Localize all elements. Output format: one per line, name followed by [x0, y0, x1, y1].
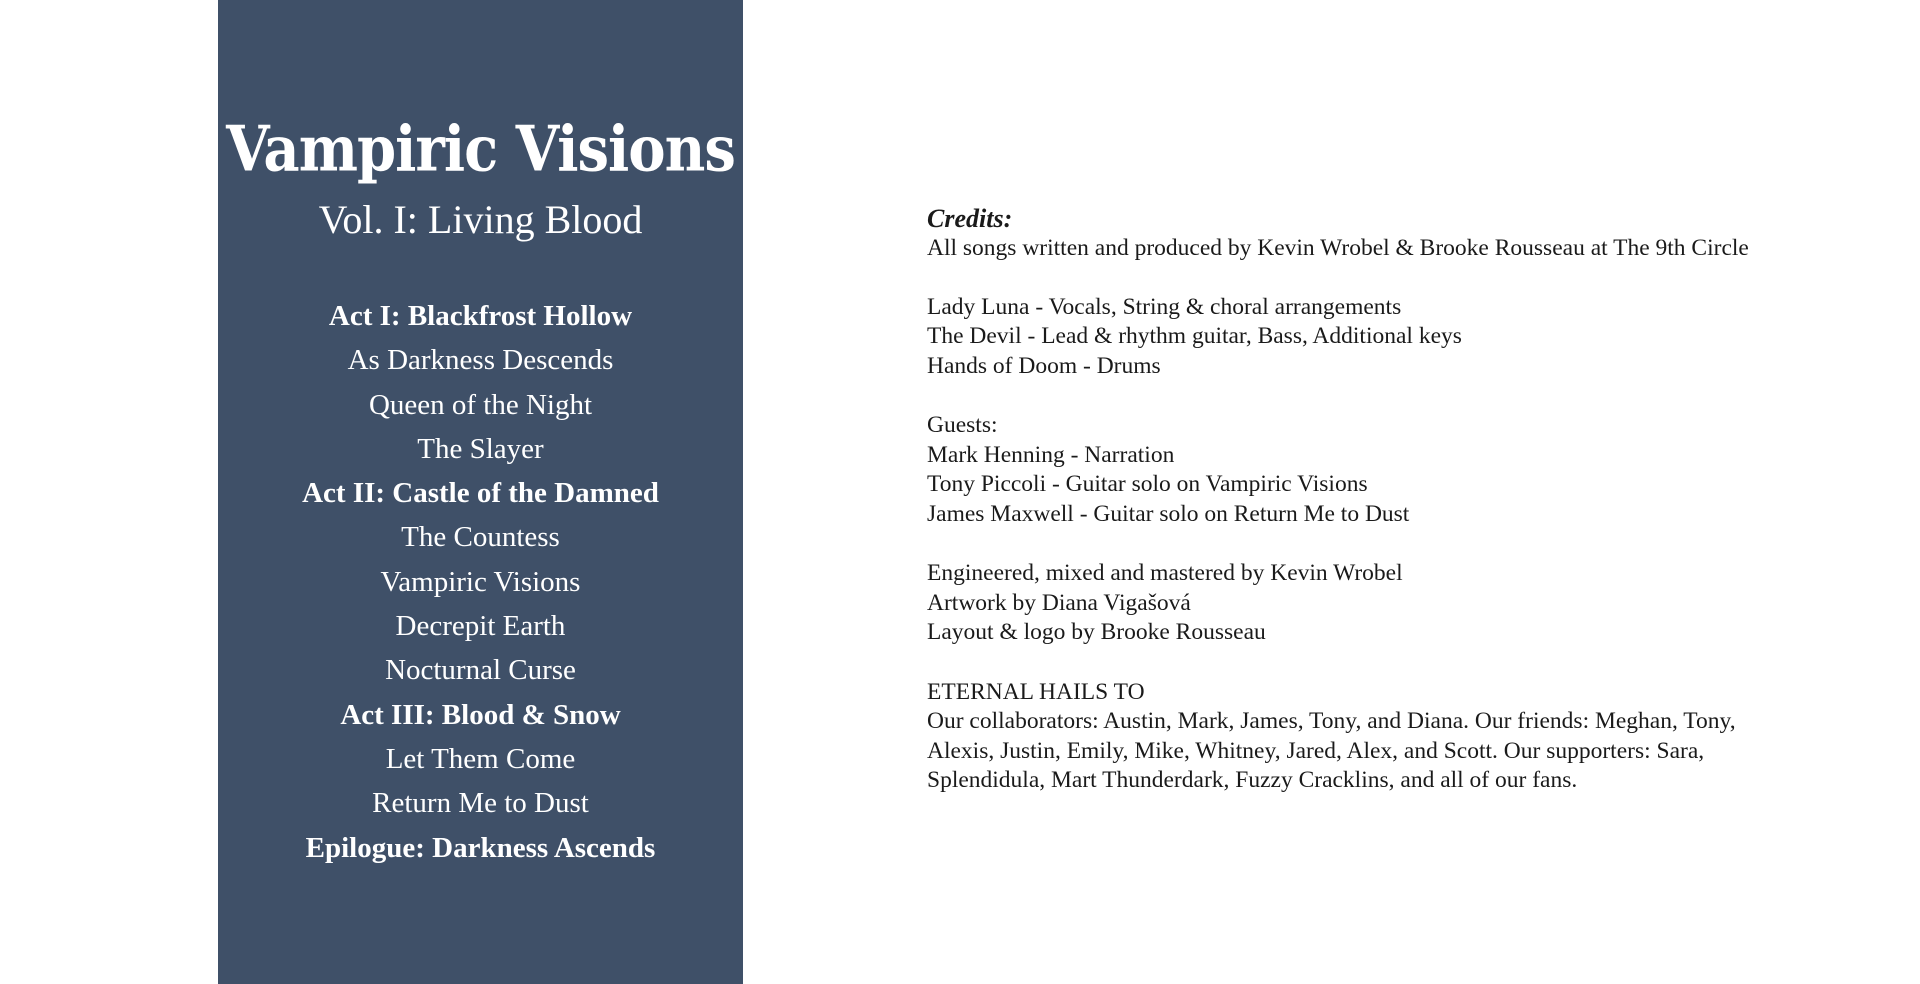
members-list [927, 293, 1827, 382]
tracklist [218, 294, 743, 870]
track-item: The Countess [401, 521, 560, 554]
production-line: Layout & logo by Brooke Rousseau [927, 619, 1266, 646]
production-list [927, 559, 1827, 648]
track-item: The Slayer [417, 432, 544, 465]
track-item: Decrepit Earth [395, 610, 566, 643]
credits-heading: Credits: [927, 204, 1013, 233]
member-line: Hands of Doom - Drums [927, 352, 1161, 379]
epilogue-heading: Epilogue: Darkness Ascends [305, 831, 656, 864]
album-title: Vampiric Visions [226, 112, 735, 187]
album-subtitle: Vol. I: Living Blood [318, 197, 643, 242]
credits-intro [927, 204, 1827, 263]
hails-heading: ETERNAL HAILS TO [927, 678, 1145, 705]
credits-written-line: All songs written and produced by Kevin Wrobel & Brooke Rousseau at The 9th Circle [927, 234, 1749, 261]
production-line: Engineered, mixed and mastered by Kevin Wrobel [927, 560, 1403, 587]
act-heading: Act III: Blood & Snow [340, 698, 621, 731]
member-line: The Devil - Lead & rhythm guitar, Bass, Additional keys [927, 323, 1462, 350]
track-item: Let Them Come [385, 742, 576, 775]
guest-line: Tony Piccoli - Guitar solo on Vampiric Visions [927, 471, 1368, 498]
production-line: Artwork by Diana Vigašová [927, 589, 1191, 616]
hails-text: Our collaborators: Austin, Mark, James, Tony, and Diana. Our friends: Meghan, Tony, Alexis, Justin, Emily, Mike, Whitney, Jared, Alex, and Scott. Our supporters: Sara, Splendidula, Mart Thunderdark, Fuzzy Cracklins, and all of our fans. [927, 708, 1736, 794]
act-heading: Act II: Castle of the Damned [302, 477, 659, 510]
guests-list [927, 411, 1827, 529]
credits-section [927, 204, 1827, 825]
tracklist-panel [218, 0, 743, 984]
track-item: Queen of the Night [368, 388, 593, 421]
track-item: As Darkness Descends [347, 344, 614, 377]
guests-heading: Guests: [927, 412, 998, 439]
act-heading: Act I: Blackfrost Hollow [328, 300, 633, 332]
hails-section [927, 678, 1827, 796]
guest-line: Mark Henning - Narration [927, 441, 1175, 468]
track-item: Nocturnal Curse [385, 654, 576, 687]
member-line: Lady Luna - Vocals, String & choral arrangements [927, 293, 1402, 320]
track-item: Return Me to Dust [372, 787, 589, 820]
guest-line: James Maxwell - Guitar solo on Return Me to Dust [927, 500, 1410, 527]
track-item: Vampiric Visions [380, 565, 581, 598]
